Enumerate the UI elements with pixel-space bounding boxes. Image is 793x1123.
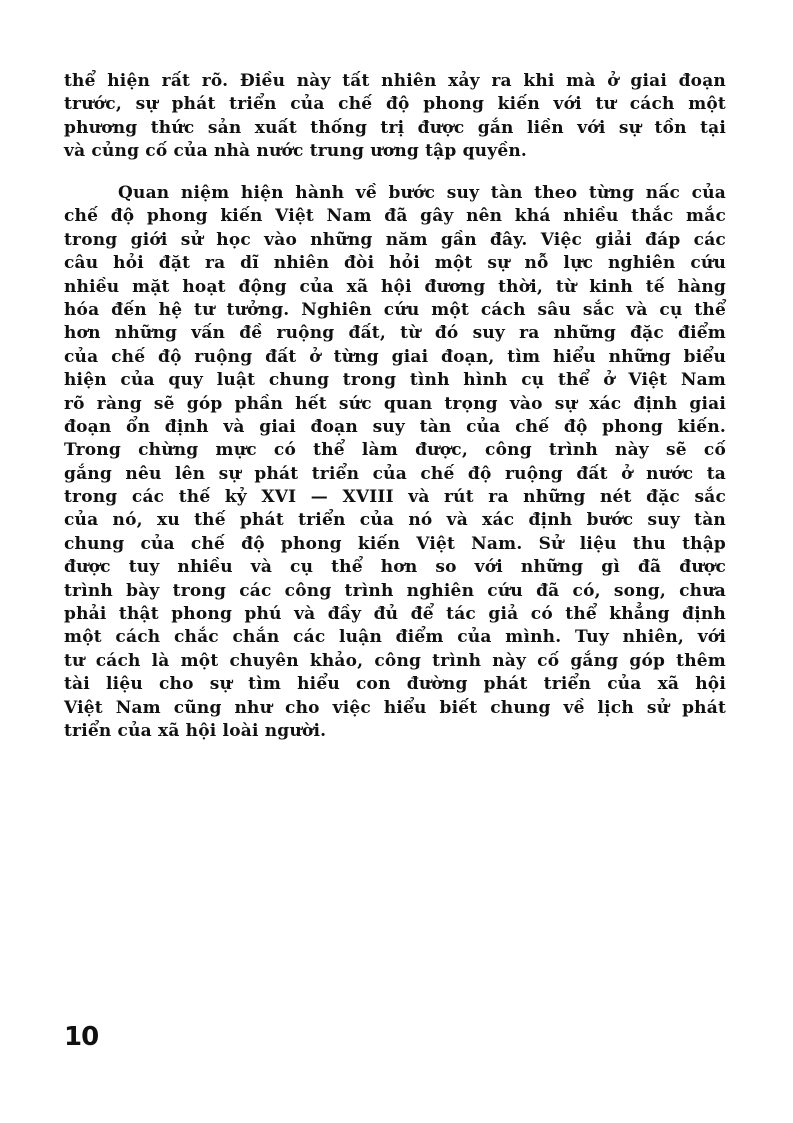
paragraph-2 xyxy=(64,182,726,743)
text-line: phải thật phong phú và đầy đủ để tác giả có thể khẳng định xyxy=(64,604,726,625)
text-line: rõ ràng sẽ góp phần hết sức quan trọng vào sự xác định giai xyxy=(64,393,726,414)
text-line: chế độ phong kiến Việt Nam đã gây nên khá nhiều thắc mắc xyxy=(64,206,726,227)
text-line: Quan niệm hiện hành về bước suy tàn theo từng nấc của xyxy=(118,183,726,203)
text-line: hơn những vấn đề ruộng đất, từ đó suy ra những đặc điểm xyxy=(64,323,726,344)
text-line: phương thức sản xuất thống trị được gắn liền với sự tồn tại xyxy=(64,117,726,138)
text-line: Việt Nam cũng như cho việc hiểu biết chung về lịch sử phát xyxy=(64,697,726,718)
text-line: và củng cố của nhà nước trung ương tập quyền. xyxy=(64,141,528,162)
text-line: trong các thế kỷ XVI — XVIII và rút ra những nét đặc sắc xyxy=(64,487,726,508)
text-line: triển của xã hội loài người. xyxy=(64,720,327,741)
text-line: hóa đến hệ tư tưởng. Nghiên cứu một cách sâu sắc và cụ thể xyxy=(64,299,726,320)
text-line: trình bày trong các công trình nghiên cứu đã có, song, chưa xyxy=(64,580,726,601)
text-line: của chế độ ruộng đất ở từng giai đoạn, tìm hiểu những biểu xyxy=(64,346,726,367)
text-line: đoạn ổn định và giai đoạn suy tàn của chế độ phong kiến. xyxy=(64,416,726,437)
page-number: 10 xyxy=(64,1022,99,1052)
text-line: được tuy nhiều và cụ thể hơn so với những gì đã được xyxy=(64,557,726,578)
paragraph-1 xyxy=(64,70,726,164)
text-line: một cách chắc chắn các luận điểm của mình. Tuy nhiên, với xyxy=(64,627,726,648)
text-line: trong giới sử học vào những năm gần đây. Việc giải đáp các xyxy=(64,229,726,250)
text-line: hiện của quy luật chung trong tình hình cụ thể ở Việt Nam xyxy=(64,370,726,391)
text-line: Trong chừng mực có thể làm được, công trình này sẽ cố xyxy=(64,440,726,461)
text-line: tư cách là một chuyên khảo, công trình này cố gắng góp thêm xyxy=(64,650,726,671)
text-line: nhiều mặt hoạt động của xã hội đương thời, từ kinh tế hàng xyxy=(64,276,726,297)
text-line: thể hiện rất rõ. Điều này tất nhiên xảy ra khi mà ở giai đoạn xyxy=(64,71,726,91)
text-line: câu hỏi đặt ra dĩ nhiên đòi hỏi một sự nỗ lực nghiên cứu xyxy=(64,253,726,274)
text-line: của nó, xu thế phát triển của nó và xác định bước suy tàn xyxy=(64,510,726,531)
text-line: tài liệu cho sự tìm hiểu con đường phát triển của xã hội xyxy=(64,674,726,695)
text-line: chung của chế độ phong kiến Việt Nam. Sử liệu thu thập xyxy=(64,533,726,554)
text-line: trước, sự phát triển của chế độ phong kiến với tư cách một xyxy=(64,94,726,115)
text-line: gắng nêu lên sự phát triển của chế độ ruộng đất ở nước ta xyxy=(64,463,726,484)
